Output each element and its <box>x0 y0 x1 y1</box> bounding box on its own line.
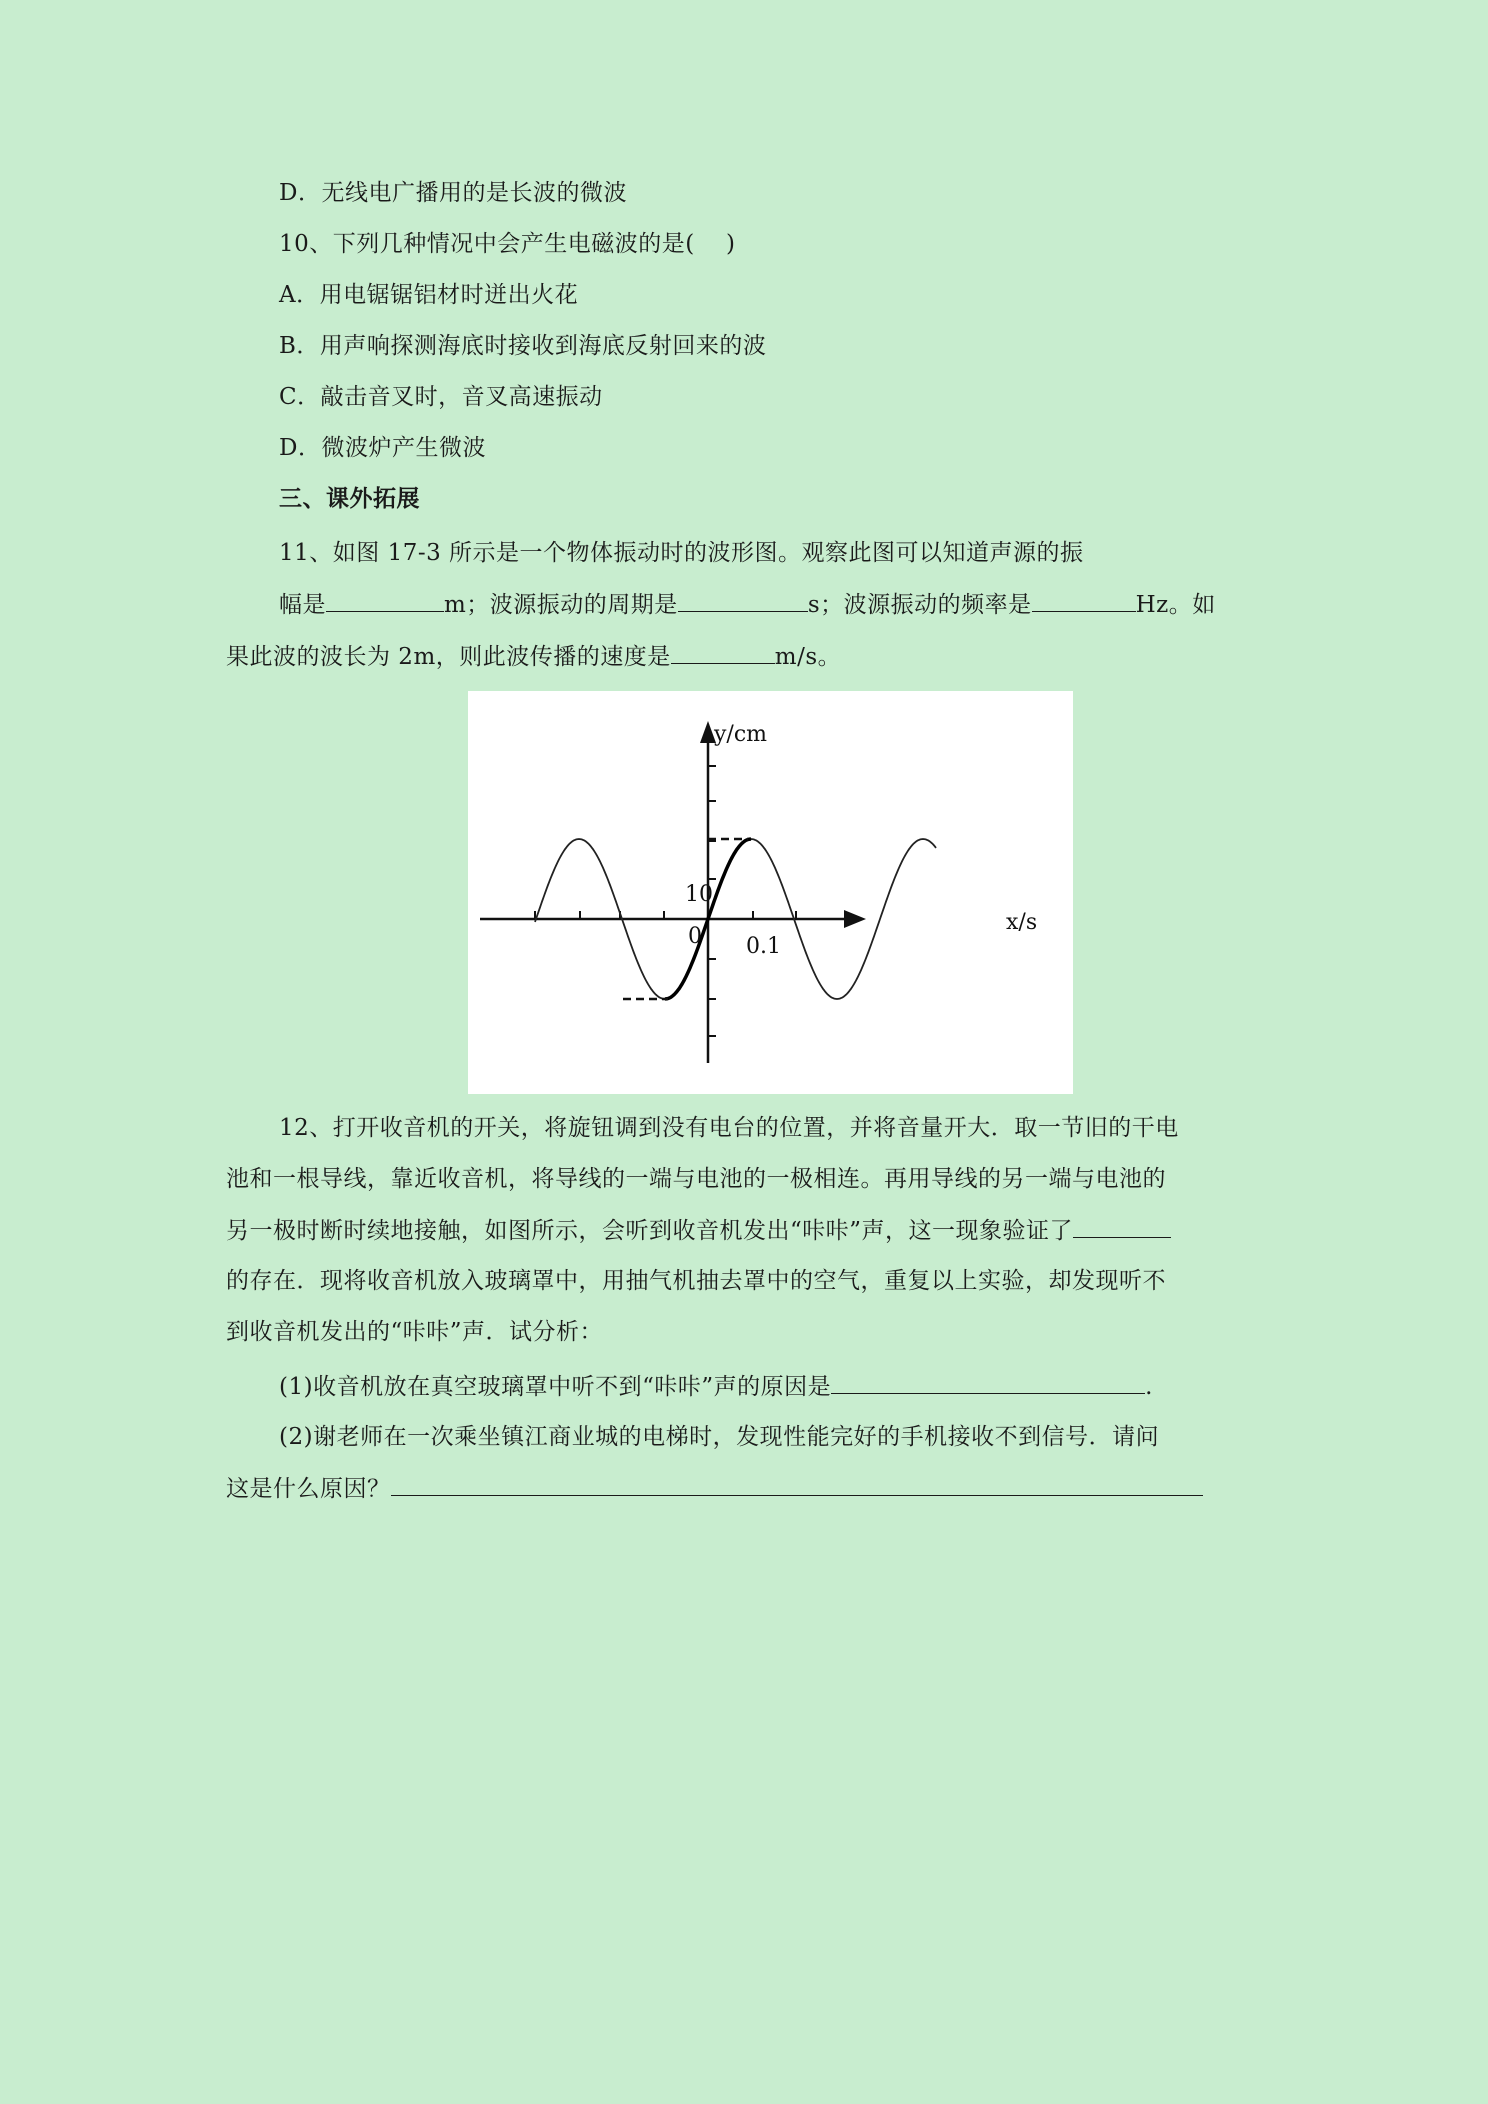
q11-text-hz: Hz。如 <box>1135 592 1216 618</box>
section-heading: 三、课外拓展 <box>279 485 420 512</box>
q12-sub-1-period: . <box>1145 1374 1153 1400</box>
answer-blank-existence[interactable] <box>1073 1215 1171 1238</box>
q12-sub-question-1 <box>279 1371 1153 1402</box>
q12-line-1: 12、打开收音机的开关，将旋钮调到没有电台的位置，并将音量开大．取一节旧的干电 <box>279 1115 1179 1141</box>
y-tick-label: 10 <box>685 882 713 907</box>
q10-stem: 10、下列几种情况中会产生电磁波的是( ) <box>279 231 736 257</box>
answer-blank-amplitude[interactable] <box>326 589 444 612</box>
q12-line-3 <box>226 1215 1171 1246</box>
q11-text-ms: m/s。 <box>774 644 842 670</box>
waveform-svg <box>468 691 1073 1094</box>
origin-label: 0 <box>688 924 702 949</box>
answer-blank-frequency[interactable] <box>1032 589 1136 612</box>
q10-option-d: D．微波炉产生微波 <box>279 435 486 461</box>
q12-sub-question-2-line-2 <box>226 1473 1203 1504</box>
answer-blank-period[interactable] <box>678 589 808 612</box>
q11-text-amplitude: 幅是 <box>279 592 326 618</box>
q11-text-speed: 果此波的波长为 2m，则此波传播的速度是 <box>226 644 671 670</box>
q10-option-c: C．敲击音叉时，音叉高速振动 <box>279 384 603 410</box>
answer-blank-reason-2[interactable] <box>391 1473 1203 1496</box>
q11-line-3 <box>226 641 841 672</box>
x-tick-label: 0.1 <box>746 934 781 959</box>
waveform-figure <box>468 691 1073 1094</box>
q12-text-line-3: 另一极时断时续地接触，如图所示，会听到收音机发出“咔咔”声，这一现象验证了 <box>226 1218 1074 1244</box>
q11-text-period: m；波源振动的周期是 <box>444 592 678 618</box>
x-axis-label: x/s <box>1006 910 1038 935</box>
q10-option-b: B．用声响探测海底时接收到海底反射回来的波 <box>279 333 767 359</box>
q12-line-2: 池和一根导线，靠近收音机，将导线的一端与电池的一极相连。再用导线的另一端与电池的 <box>226 1166 1166 1192</box>
q12-line-5: 到收音机发出的“咔咔”声．试分析： <box>226 1319 604 1345</box>
q12-sub-1-text: (1)收音机放在真空玻璃罩中听不到“咔咔”声的原因是 <box>279 1374 832 1400</box>
q9-option-d: D．无线电广播用的是长波的微波 <box>279 180 627 206</box>
q12-line-4: 的存在．现将收音机放入玻璃罩中，用抽气机抽去罩中的空气，重复以上实验，却发现听不 <box>226 1268 1166 1294</box>
q11-line-1: 11、如图 17-3 所示是一个物体振动时的波形图。观察此图可以知道声源的振 <box>279 540 1084 566</box>
q10-option-a: A．用电锯锯铝材时迸出火花 <box>279 282 579 308</box>
y-axis-label: y/cm <box>714 722 768 747</box>
q12-sub-question-2: (2)谢老师在一次乘坐镇江商业城的电梯时，发现性能完好的手机接收不到信号．请问 <box>279 1424 1160 1450</box>
answer-blank-reason-1[interactable] <box>831 1371 1145 1394</box>
q11-line-2 <box>279 589 1216 620</box>
x-axis-arrow <box>844 910 866 928</box>
q11-text-frequency: s；波源振动的频率是 <box>807 592 1032 618</box>
q12-sub-2-text: 这是什么原因？ <box>226 1476 391 1502</box>
answer-blank-speed[interactable] <box>671 641 775 664</box>
